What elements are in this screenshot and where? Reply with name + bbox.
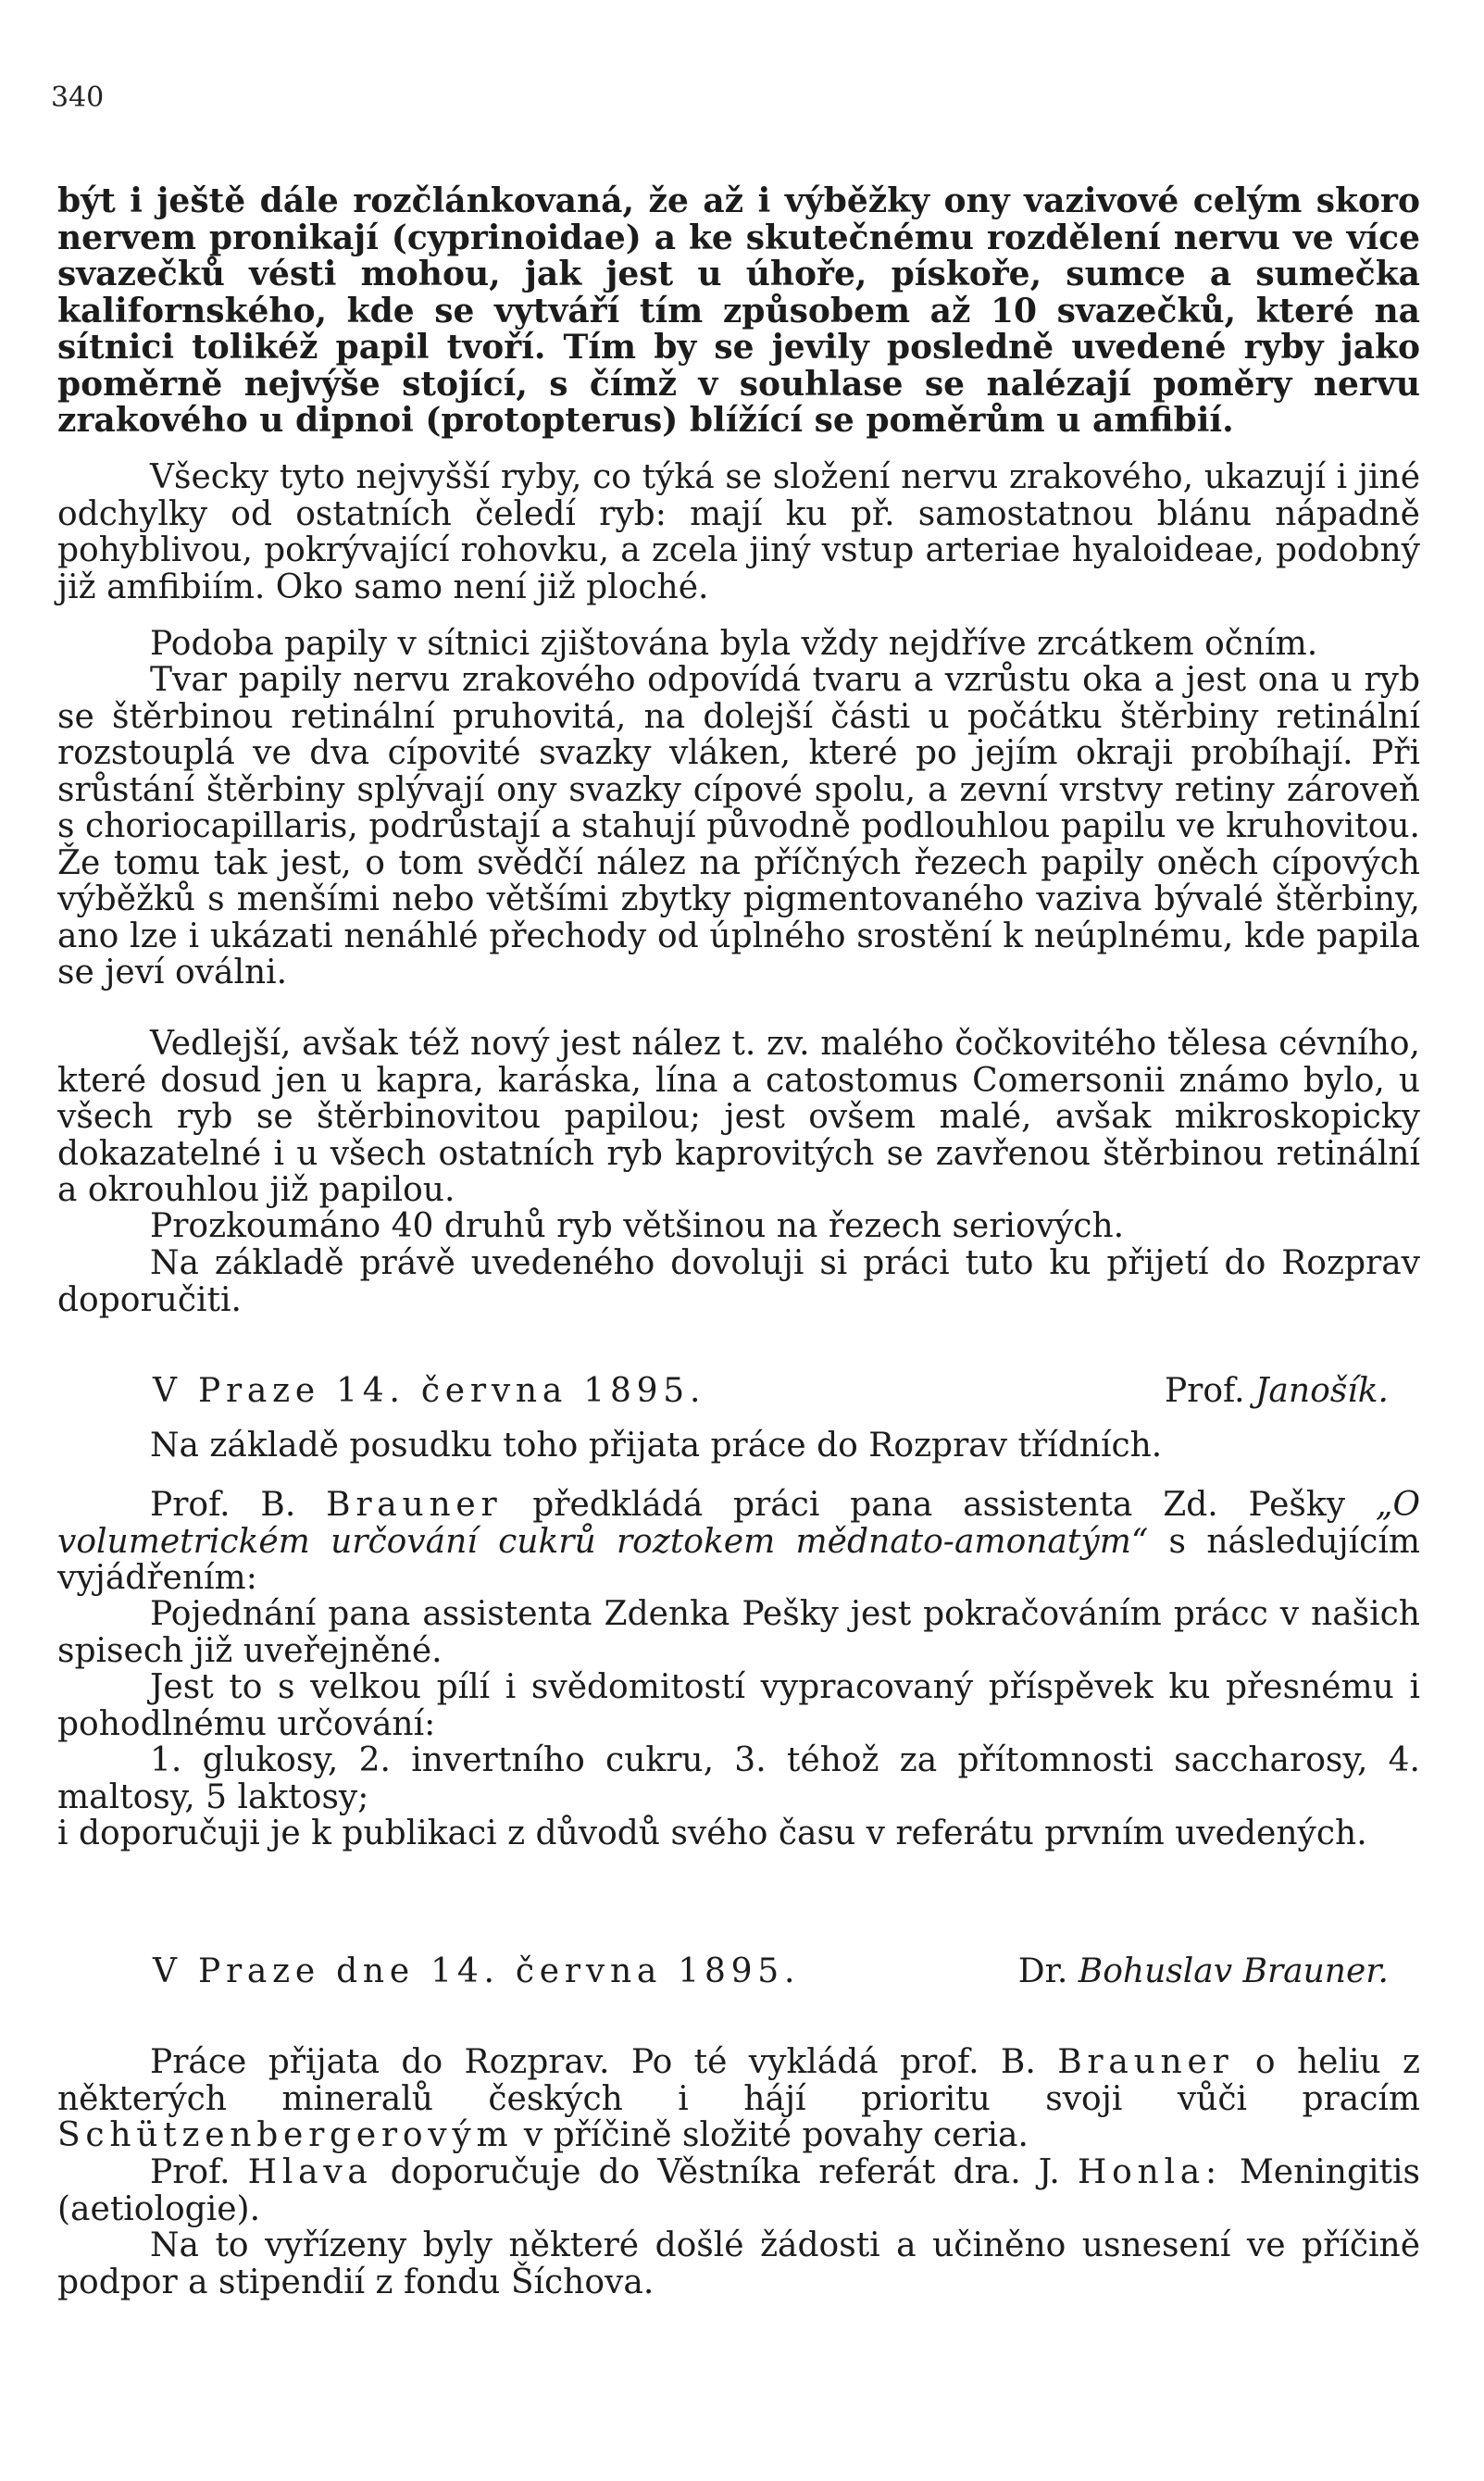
place-date: V Praze dne 14. června 1895. bbox=[153, 1952, 801, 1990]
paragraph-optic-nerve: být i ještě dále rozčlánkovaná, že až i výběžky ony vazivové celým skoro nervem pronikají (cyprinoidae) a ke skutečnému rozdělení nervu ve více svazečků vésti mohou, jak jest u úhoře, pískoře, sumce a sumečka kalifornského, kde se vytváří tím způsobem až 10 svazečků, které na sítnici tolikéž papil tvoří. Tím by se jevily posledně uvedené ryby jako poměrně nejvýše stojící, s čímž v souhlase se nalézají poměry nervu zrakového u dipnoi (protopterus) blížící se poměrům u amfibií. bbox=[57, 181, 1420, 440]
paragraph-highest-fish: Všecky tyto nejvyšší ryby, co týká se složení nervu zrakového, ukazují i jiné odchylky od ostatních čeledí ryb: mají ku př. samostatnou blánu nápadně pohyblivou, pokrývající rohovku, a zcela jiný vstup arteriae hyaloideae, podobný již amfibiím. Oko samo není již ploché. bbox=[57, 458, 1420, 606]
paragraph-treatise: Pojednání pana assistenta Zdenka Pešky jest pokračováním prácc v našich spisech již uveřejněné. bbox=[57, 1595, 1420, 1670]
signature-line-brauner bbox=[153, 1953, 1389, 1990]
paragraph-recommendation: Na základě právě uvedeného dovoluji si práci tuto ku přijetí do Rozprav doporučiti. bbox=[57, 1244, 1420, 1319]
page-number: 340 bbox=[51, 81, 105, 114]
signature-line-janosik bbox=[153, 1373, 1389, 1410]
paragraph-recommend-publication: i doporučuji je k publikaci z důvodů svého času v referátu prvním uvedených. bbox=[57, 1814, 1367, 1852]
paragraph-secondary-finding: Vedlejší, avšak též nový jest nález t. zv. malého čočkovitého tělesa cévního, které dosud jen u kapra, karáska, lína a catostomus Comersonii známo bylo, u všech ryb se štěrbinovitou papilou; jest ovšem malé, avšak mikroskopicky dokazatelné i u všech ostatních ryb kaprovitých se zavřenou štěrbinou retinální a okrouhlou již papilou. bbox=[57, 1025, 1420, 1209]
signature: Prof. Janošík. bbox=[1164, 1372, 1389, 1410]
paragraph-requests: Na to vyřízeny byly některé došlé žádosti a učiněno usnesení ve příčině podpor a stipendií z fondu Šíchova. bbox=[57, 2226, 1420, 2301]
place-date: V Praze 14. června 1895. bbox=[153, 1372, 706, 1410]
paragraph-accepted: Na základě posudku toho přijata práce do Rozprav třídních. bbox=[150, 1427, 1163, 1465]
paragraph-helium: Práce přijata do Rozprav. Po té vykládá prof. B. Brauner o heliu z některých mineralů českých i hájí prioritu svoji vůči pracím Schützenbergerovým v příčině složité povahy ceria. bbox=[57, 2043, 1420, 2154]
paragraph-examined: Prozkoumáno 40 druhů ryb většinou na řezech seriových. bbox=[150, 1207, 1125, 1245]
paragraph-contribution: Jest to s velkou pílí i svědomitostí vypracovaný příspěvek ku přesnému i pohodlnému určování: bbox=[57, 1668, 1420, 1743]
signature: Dr. Bohuslav Brauner. bbox=[1017, 1952, 1389, 1990]
paragraph-hlava: Prof. Hlava doporučuje do Věstníka referát dra. J. Honla: Meningitis (aetiologie). bbox=[57, 2153, 1421, 2228]
paragraph-papilla-form: Tvar papily nervu zrakového odpovídá tvaru a vzrůstu oka a jest ona u ryb se štěrbinou retinální pruhovitá, na dolejší části u počátku štěrbiny retinální rozstouplá ve dva cípovité svazky vláken, které po jejím okraji probíhají. Při srůstání štěrbiny splývají ony svazky cípové spolu, a zevní vrstvy retiny zároveň s choriocapillaris, podrůstají a stahují původně podlouhlou papilu ve kruhovitou. Že tomu tak jest, o tom svědčí nález na příčných řezech papily oněch cípových výběžků s menšími nebo většími zbytky pigmentovaného vaziva bývalé štěrbiny, ano lze i ukázati nenáhlé přechody od úplného srostění k neúplnému, kde papila se jeví oválni. bbox=[57, 661, 1420, 991]
paragraph-sugar-list: 1. glukosy, 2. invertního cukru, 3. téhož za přítomnosti saccharosy, 4. maltosy, 5 laktosy; bbox=[57, 1741, 1420, 1816]
paragraph-brauner-presents: Prof. B. Brauner předkládá práci pana assistenta Zd. Pešky „O volumetrickém určování cukrů roztokem mědnato-amonatým“ s následujícím vyjádřením: bbox=[57, 1486, 1421, 1597]
paragraph-papilla-shape: Podoba papily v sítnici zjištována byla vždy nejdříve zrcátkem očním. bbox=[150, 625, 1318, 663]
